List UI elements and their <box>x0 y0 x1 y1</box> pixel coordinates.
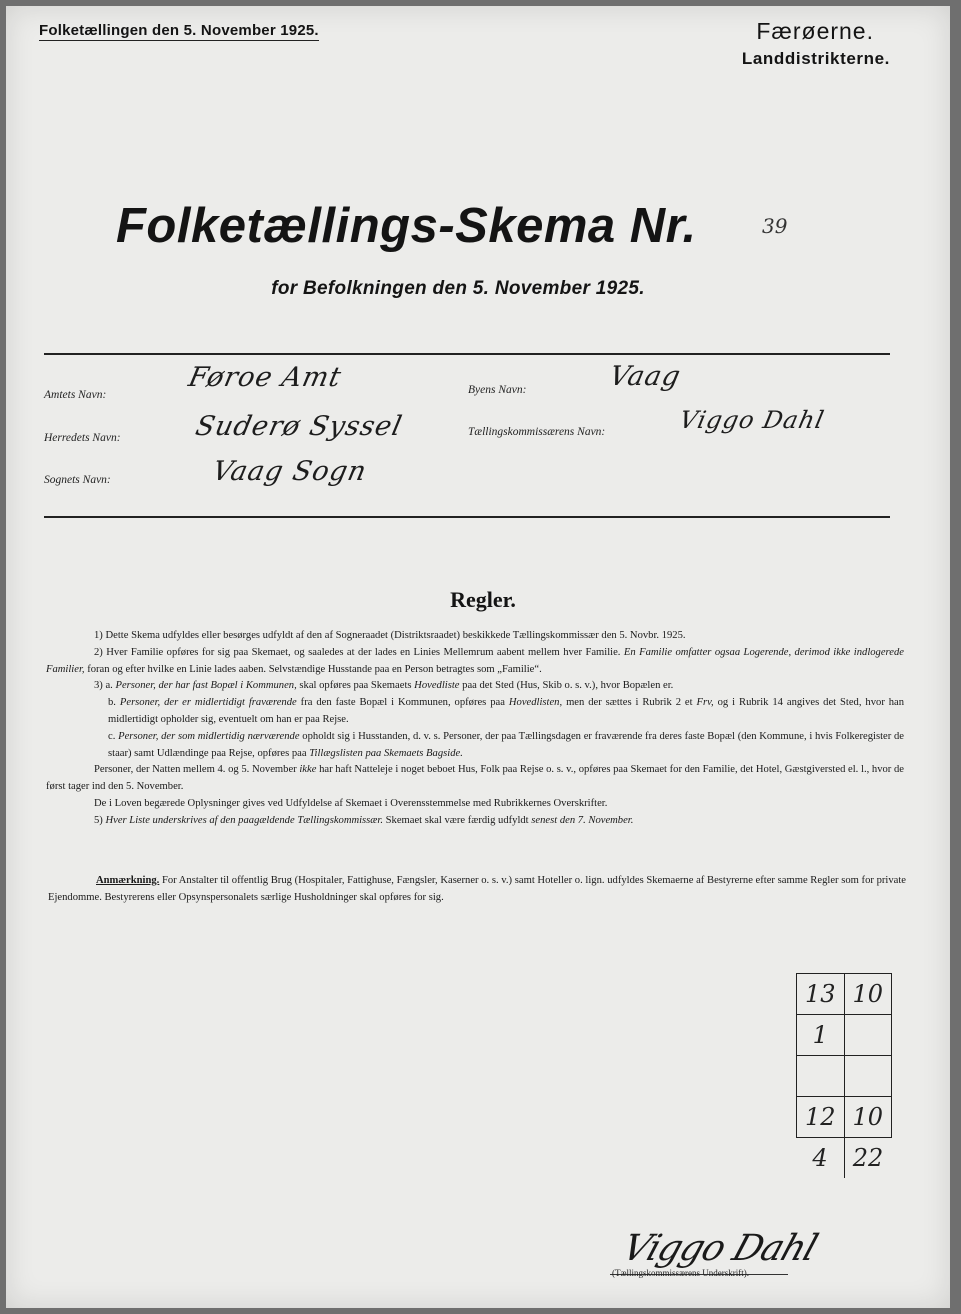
bottom-rule <box>44 516 890 518</box>
signature-caption: (Tællingskommissærens Underskrift). <box>612 1268 749 1278</box>
tally-cell: 22 <box>844 1138 892 1179</box>
tally-row <box>797 974 892 1015</box>
remark-note <box>48 872 906 906</box>
tally-cell <box>844 1056 892 1097</box>
sogn-value: Vaag Sogn <box>209 456 370 487</box>
top-rule <box>44 353 890 355</box>
tally-cell: 10 <box>844 974 892 1015</box>
rule-law: De i Loven begærede Oplysninger gives ved Udfyldelse af Skemaet i Overensstemmelse med Rubrikkernes Overskrifter. <box>94 797 608 809</box>
commissioner-signature: Viggo Dahl <box>617 1228 822 1269</box>
rule-1: 1) Dette Skema udfyldes eller besørges udfyldt af den af Sogneraadet (Distriktsraadet) beskikkede Tællingskommissær den 5. Novbr. 1925. <box>94 630 686 641</box>
tally-total-row <box>797 1138 892 1179</box>
tally-cell: 13 <box>797 974 845 1015</box>
rules-heading: Regler. <box>450 587 516 612</box>
rule-3b: b. Personer, der er midlertidigt fraværende fra den faste Bopæl i Kommunen, opføres paa Hovedlisten, men der sættes i Rubrik 2 et Frv, og i Rubrik 14 angives det Sted, hvor han midlertidigt opholder sig, eventuelt om han er paa Rejse. <box>108 697 905 725</box>
sogn-label: Sognets Navn: <box>44 474 111 486</box>
herred-label: Herredets Navn: <box>44 432 121 444</box>
amt-value: Føroe Amt <box>185 362 345 393</box>
rule-4: Personer, der Natten mellem 4. og 5. November ikke har haft Natteleje i noget beboet Hus, Folk paa Rejse o. s. v., opføres paa Skemaet for den Familie, det Hotel, Gæstgiversted el. l., hvor de først tager ind den 5. November. <box>46 764 904 793</box>
tally-cell: 12 <box>797 1097 845 1138</box>
rule-3c: c. Personer, der som midlertidig nærværende opholdt sig i Husstanden, d. v. s. Personer, der paa Tællingsdagen er fraværende fra deres faste Bopæl (den Kommune, i hvis Folkeregister de staar) samt Udlændinge paa Rejse, opføres paa Tillægslisten paa Skemaets Bagside. <box>108 730 905 759</box>
census-form-page <box>6 6 950 1308</box>
census-date-header: Folketællingen den 5. November 1925. <box>39 22 319 39</box>
herred-value: Suderø Syssel <box>192 411 406 442</box>
kommissaer-label: Tællingskommissærens Navn: <box>468 426 606 438</box>
rule-3a: 3) a. Personer, der har fast Bopæl i Kommunen, skal opføres paa Skemaets Hovedliste paa det Sted (Hus, Skib o. s. v.), hvor Bopælen er. <box>94 680 674 692</box>
remark-text: For Anstalter til offentlig Brug (Hospitaler, Fattighuse, Fængsler, Kaserner o. s. v.) samt Hoteller o. lign. udfyldes Skemaerne af Bestyrerne efter samme Regler som for private Ejendomme. Bestyrerens eller Opsynspersonalets særlige Husholdninger skal opføres for sig. <box>48 875 906 903</box>
amt-label: Amtets Navn: <box>44 389 107 401</box>
remark-label: Anmærkning. <box>96 875 160 886</box>
tally-cell: 4 <box>797 1138 845 1179</box>
tally-row <box>797 1015 892 1056</box>
form-title: Folketællings-Skema Nr. <box>116 199 697 253</box>
region-header: Færøerne. <box>756 18 874 44</box>
kommissaer-value: Viggo Dahl <box>677 406 828 434</box>
rule-2: 2) Hver Familie opføres for sig paa Skemaet, og saaledes at der lades en Linies Mellemrum aabent mellem hver Familie. En Familie omfatter ogsaa Logerende, derimod ikke indlogerede Familier, foran og efter hvilke en Linie lades aaben. Selvstændige Husstande paa en Person betragtes som „Familie“. <box>46 646 904 675</box>
tally-cell <box>844 1015 892 1056</box>
tally-cell: 1 <box>797 1015 845 1056</box>
by-value: Vaag <box>606 361 684 392</box>
by-label: Byens Navn: <box>468 384 527 396</box>
tally-cell: 10 <box>844 1097 892 1138</box>
form-number: 39 <box>762 214 788 238</box>
tally-row <box>797 1097 892 1138</box>
rule-5: 5) Hver Liste underskrives af den paagældende Tællingskommissær. Skemaet skal være færdig udfyldt senest den 7. November. <box>94 814 634 826</box>
tally-cell <box>797 1056 845 1097</box>
tally-table <box>796 973 892 1178</box>
tally-row <box>797 1056 892 1097</box>
rules-text <box>46 628 904 830</box>
district-header: Landdistrikterne. <box>741 49 890 68</box>
form-subtitle: for Befolkningen den 5. November 1925. <box>271 278 645 299</box>
